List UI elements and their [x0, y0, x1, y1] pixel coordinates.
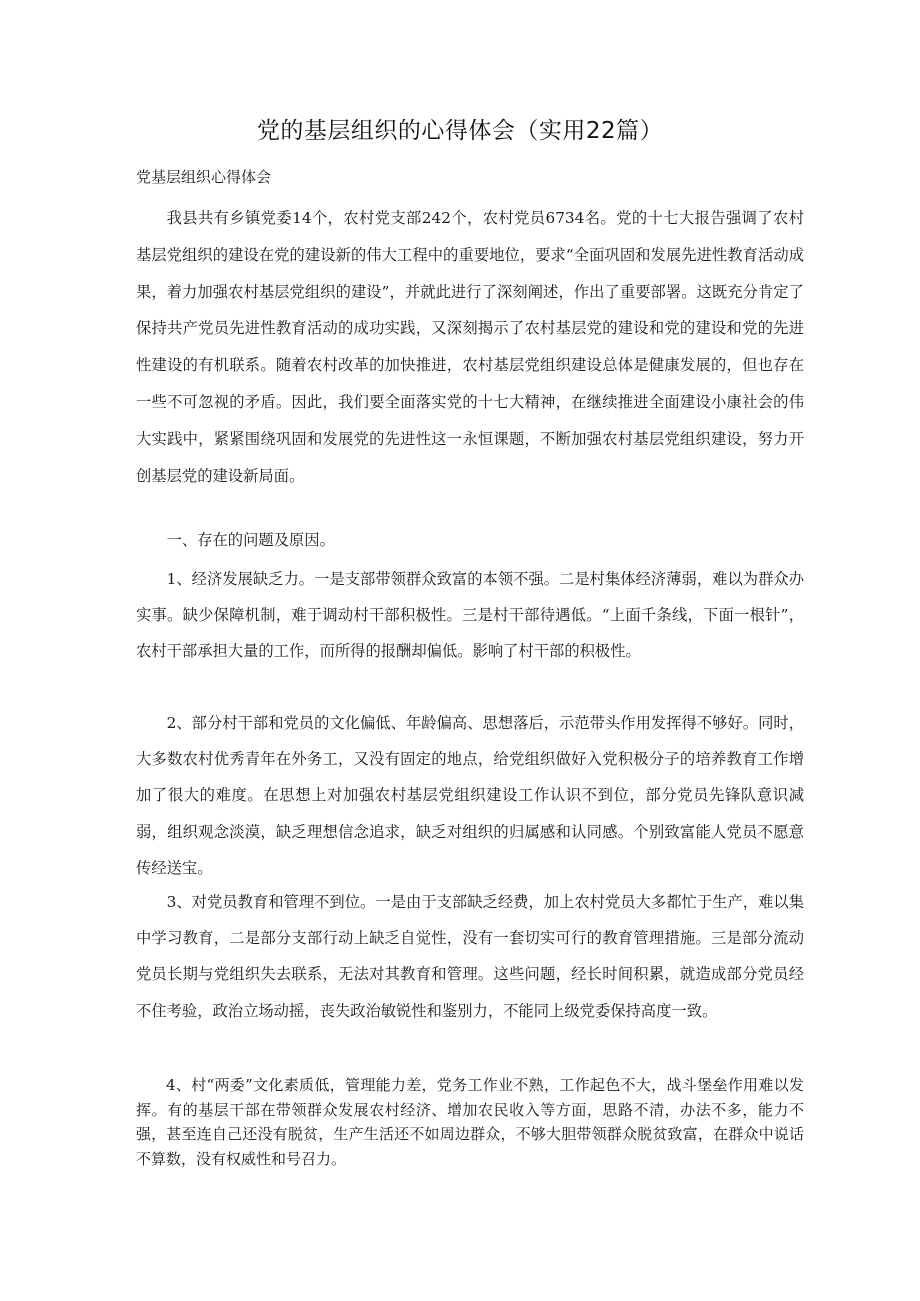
problem-paragraph-2: 2、部分村干部和党员的文化偏低、年龄偏高、思想落后，示范带头作用发挥得不够好。同时，大多数农村优秀青年在外务工，又没有固定的地点，给党组织做好入党积极分子的培养教育工作增加了很大的难度。在思想上对加强农村基层党组织建设工作认识不到位，部分党员先锋队意识减弱，组织观念淡漠，缺乏理想信念追求，缺乏对组织的归属感和认同感。个别致富能人党员不愿意传经送宝。: [136, 714, 804, 877]
problem-paragraph-4: 4、村“两委”文化素质低，管理能力差，党务工作业不熟，工作起色不大，战斗堡垒作用难以发挥。有的基层干部在带领群众发展农村经济、增加农民收入等方面，思路不清，办法不多，能力不强，甚至连自己还没有脱贫，生产生活还不如周边群众，不够大胆带领群众脱贫致富，在群众中说话不算数，没有权威性和号召力。: [136, 1076, 804, 1168]
document-subtitle: 党基层组织心得体会: [136, 168, 272, 186]
section-heading: 一、存在的问题及原因。: [166, 531, 335, 549]
intro-paragraph: 我县共有乡镇党委14个，农村党支部242个，农村党员6734名。党的十七大报告强调了农村基层党组织的建设在党的建设新的伟大工程中的重要地位，要求“全面巩固和发展先进性教育活动成果，着力加强农村基层党组织的建设”，并就此进行了深刻阐述，作出了重要部署。这既充分肯定了保持共产党员先进性教育活动的成功实践，又深刻揭示了农村基层党的建设和党的建设和党的先进性建设的有机联系。随着农村改革的加快推进，农村基层党组织建设总体是健康发展的，但也存在一些不可忽视的矛盾。因此，我们要全面落实党的十七大精神，在继续推进全面建设小康社会的伟大实践中，紧紧围绕巩固和发展党的先进性这一永恒课题，不断加强农村基层党组织建设，努力开创基层党的建设新局面。: [136, 209, 804, 485]
document-title: 党的基层组织的心得体会（实用22篇）: [256, 118, 664, 144]
problem-paragraph-1: 1、经济发展缺乏力。一是支部带领群众致富的本领不强。二是村集体经济薄弱，难以为群众办实事。缺少保障机制，难于调动村干部积极性。三是村干部待遇低。“上面千条线，下面一根针”，农村干部承担大量的工作，而所得的报酬却偏低。影响了村干部的积极性。: [136, 570, 804, 661]
problem-paragraph-3: 3、对党员教育和管理不到位。一是由于支部缺乏经费，加上农村党员大多都忙于生产，难以集中学习教育，二是部分支部行动上缺乏自觉性，没有一套切实可行的教育管理措施。三是部分流动党员长期与党组织失去联系，无法对其教育和管理。这些问题，经长时间积累，就造成部分党员经不住考验，政治立场动摇，丧失政治敏锐性和鉴别力，不能同上级党委保持高度一致。: [136, 893, 804, 1020]
